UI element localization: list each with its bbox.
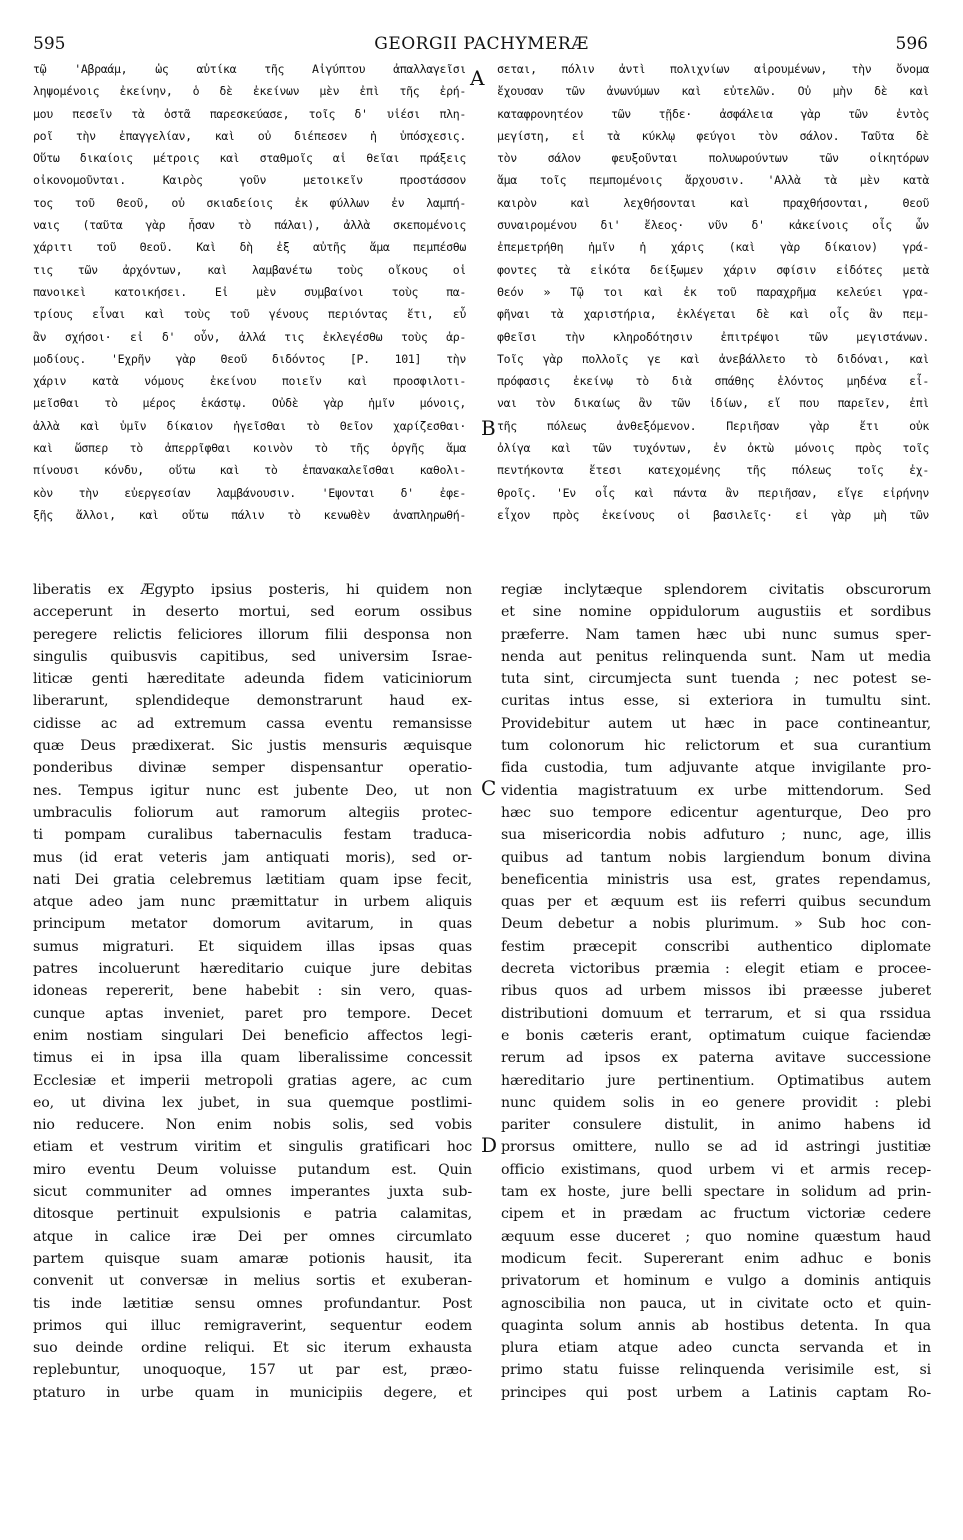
text-line: quaginta solum annis ab hostibus detenta. In qua bbox=[501, 1317, 931, 1334]
text-line: hæc suo tempore edicentur agenturque, Deo pro bbox=[501, 804, 931, 821]
text-line: ἀλλὰ καὶ ὑμῖν δίκαιον ἡγεῖσθαι τὸ Θεῖον χαρίζεσθαι· bbox=[33, 418, 466, 433]
text-line: idoneas repererit, bene habebit : sin vero, quas- bbox=[33, 983, 472, 1000]
text-line: ξῆς ἄλλοι, καὶ οὕτω πάλιν τὸ κενωθὲν ἀναπληρωθή- bbox=[33, 507, 466, 522]
text-line: Θεόν » Τῷ τοι καὶ ἐκ τοῦ παραχρῆμα κελεύει γρα- bbox=[497, 284, 929, 299]
text-line: τος τοῦ Θεοῦ, οὐ σκιαδείοις ἐκ φύλλων ἐν λαμπή- bbox=[33, 195, 466, 210]
text-line: Providebitur autem ut hæc in pace contineantur, bbox=[501, 715, 931, 732]
text-line: præferre. Nam tamen hæc ubi nunc sumus sper- bbox=[501, 626, 931, 643]
text-line: nati Dei gratia celebremus lætitiam quam ipse fecit, bbox=[33, 871, 472, 888]
text-line: festim præcepit conscribi authentico diplomate bbox=[501, 938, 931, 955]
text-line: privatorum et hominum e vulgo a dominis antiquis bbox=[501, 1273, 931, 1290]
text-line: decreta victoribus præmia : elegit etiam e procee- bbox=[501, 961, 931, 978]
right-page-number: 596 bbox=[895, 34, 928, 54]
text-line: ribus quos ad urbem missos ibi præesse juberet bbox=[501, 983, 931, 1000]
text-line: primos qui illuc remigraverint, sequentur eodem bbox=[33, 1317, 472, 1334]
text-line: ἐπεμετρήθη ἡμῖν ἡ χάρις (καὶ γὰρ δίκαιον) γρά- bbox=[497, 240, 929, 255]
text-line: μεγίστη, εἰ τὰ κύκλῳ φεύγοι τὸν σάλον. Ταῦτα δὲ bbox=[497, 128, 929, 143]
text-line: quibus ad tantum nobis largiendum bonum divina bbox=[501, 849, 931, 866]
text-line: ὀλίγα καὶ τῶν τυχόντων, ἐν ὀκτὼ μόνοις πρὸς τοῖς bbox=[497, 441, 929, 456]
text-line: Deum debetur a nobis plurimum. » Sub hoc con- bbox=[501, 916, 931, 933]
text-line: atque adeo jam nunc præmittatur in urbem aliquis bbox=[33, 894, 472, 911]
text-line: καταφρονητέον τῶν τῇδε· ἀσφάλεια γὰρ τῶν ἐντὸς bbox=[497, 106, 929, 121]
text-line: χάριν κατὰ νόμους ἐκείνου ποιεῖν καὶ προσφιλοτι- bbox=[33, 374, 466, 389]
text-line: quæ Deus prædixerat. Sic justis mensuris æquisque bbox=[33, 738, 472, 755]
text-line: acceperunt in deserto mortui, sed eorum ossibus bbox=[33, 604, 472, 621]
text-line: σεται, πόλιν ἀντὶ πολιχνίων αἱρουμένων, τὴν ὄνομα bbox=[497, 62, 929, 76]
text-line: e bonis cæteris erant, optimatum cuique faciendæ bbox=[501, 1027, 931, 1044]
text-line: φῆναι τὰ χαριστήρια, ἐκλέγεται δὲ καὶ οἷς ἂν πεμ- bbox=[497, 307, 929, 322]
text-line: μοδίους. 'Εχρῆν γὰρ Θεοῦ διδόντος [P. 101] τὴν bbox=[33, 351, 466, 366]
text-line: μου πεσεῖν τὰ ὀστᾶ παρεσκεύασε, τοῖς δ' υἱέσι πλη- bbox=[33, 106, 466, 121]
text-line: τὸν σάλον φευξοῦνται πολυωρούντων τῶν οἰκητόρων bbox=[497, 151, 929, 166]
text-line: nenda aut penitus relinquenda sunt. Nam ut media bbox=[501, 648, 931, 665]
latin-text-left-column bbox=[33, 579, 472, 1404]
text-line: cipem et in prædam ac fructum victoriæ cedere bbox=[501, 1206, 931, 1223]
text-line: enim nostiam singulari Dei beneficio affectos legi- bbox=[33, 1027, 472, 1044]
text-line: τρίους εἶναι καὶ τοὺς τοῦ γένους περιόντας ἔτι, εὖ bbox=[33, 307, 466, 322]
text-line: ναις (ταῦτα γὰρ ἦσαν τὸ πάλαι), ἀλλὰ σκεπομένοις bbox=[33, 218, 466, 233]
text-line: πίνουσι κόνδυ, οὕτω καὶ τὸ ἐπανακαλεῖσθαι καθολι- bbox=[33, 463, 466, 478]
text-line: φθεῖσι τὴν κληροδότησιν ἐπιτρέψοι τῶν μεγιστάνων. bbox=[497, 329, 929, 344]
text-line: τις τῶν ἀρχόντων, καὶ λαμβανέτω τοὺς οἴκους οἱ bbox=[33, 262, 466, 277]
text-line: tam ex hoste, jure belli spectare in solidum ad prin- bbox=[501, 1184, 931, 1201]
text-line: rerum ad ipsos ex paterna avitave successione bbox=[501, 1050, 931, 1067]
text-line: cunque aptas inveniet, paret pro tempore. Decet bbox=[33, 1005, 472, 1022]
text-line: Τοῖς γὰρ πολλοῖς γε καὶ ἀνεβάλλετο τὸ διδόναι, καὶ bbox=[497, 351, 929, 366]
text-line: pariter consulere distulit, in animo habens id bbox=[501, 1117, 931, 1134]
text-line: atque in calice iræ Dei per omnes circumlato bbox=[33, 1228, 472, 1245]
text-line: οἰκονομοῦνται. Καιρὸς γοῦν μετοικεῖν προστάσσον bbox=[33, 173, 466, 188]
text-line: mus (id erat veteris jam antiquati moris), sed or- bbox=[33, 849, 472, 866]
text-line: peregere relictis feliciores illorum filii desponsa non bbox=[33, 626, 472, 643]
text-line: Ecclesiæ et imperii metropoli gratias agere, ac cum bbox=[33, 1072, 472, 1089]
text-line: quas per et æquum est iis referri quibus secundum bbox=[501, 894, 931, 911]
margin-marker-b: B bbox=[481, 416, 496, 440]
text-line: agnoscibilia non pauca, ut in civitate octo et quin- bbox=[501, 1295, 931, 1312]
text-line: καὶ ὥσπερ τὸ ἀπερρῖφθαι κοινὸν τὸ τῆς ὀργῆς ἅμα bbox=[33, 441, 466, 456]
margin-marker-d: D bbox=[481, 1133, 498, 1157]
text-line: tum colonorum hic relictorum et sua curantium bbox=[501, 738, 931, 755]
text-line: primo statu fuisse relinquenda verisimile est, si bbox=[501, 1362, 931, 1379]
text-line: ναι τὸν δικαίως ἂν τῶν ἰδίων, εἴ που παρεῖεν, ἐπὶ bbox=[497, 396, 929, 411]
text-line: liticæ genti hæreditate adeunda fidem vaticiniorum bbox=[33, 671, 472, 688]
text-line: modicum fecit. Supererant enim adhuc e bonis bbox=[501, 1250, 931, 1267]
text-line: πανοικεὶ κατοικήσει. Εἰ μὲν συμβαίνοι τοὺς πα- bbox=[33, 284, 466, 299]
text-line: εἶχον πρὸς ἐκείνους οἱ βασιλεῖς· εἰ γὰρ μὴ τῶν bbox=[497, 507, 929, 522]
text-line: ti pompam curalibus tabernaculis festam traduca- bbox=[33, 827, 472, 844]
text-line: τῷ 'Αβραάμ, ὡς αὐτίκα τῆς Αἰγύπτου ἀπαλλαγεῖσι bbox=[33, 62, 466, 76]
text-line: ἅμα τοῖς πεμπομένοις ἄρχουσιν. 'Αλλὰ τὰ μὲν κατὰ bbox=[497, 173, 929, 188]
greek-text-right-column bbox=[497, 58, 929, 526]
text-line: κὸν τὴν εὐεργεσίαν λαμβάνουσιν. 'Εψονται δ' ἐφε- bbox=[33, 485, 466, 500]
text-line: liberatis ex Ægypto ipsius posteris, hi quidem non bbox=[33, 582, 472, 598]
text-line: tuta sint, circumjecta sunt tuenda ; nec potest se- bbox=[501, 671, 931, 688]
text-line: umbraculis foliorum aut ramorum altegiis protec- bbox=[33, 804, 472, 821]
text-line: liberarunt, splendideque demonstrarunt haud ex- bbox=[33, 693, 472, 710]
text-line: χάριτι τοῦ Θεοῦ. Καὶ δὴ ἐξ αὐτῆς ἅμα πεμπέσθω bbox=[33, 240, 466, 255]
text-line: πεντήκοντα ἔτεσι κατεχομένης τῆς πόλεως τοῖς ἐχ- bbox=[497, 463, 929, 478]
text-line: principum metator domorum avitarum, in quas bbox=[33, 916, 472, 933]
text-line: φοντες τὰ εἰκότα δείξωμεν χάριν σφίσιν εἰδότες μετὰ bbox=[497, 262, 929, 277]
text-line: miro eventu Deum voluisse putandum est. Quin bbox=[33, 1161, 472, 1178]
text-line: sicut communiter ad omnes imperantes juxta sub- bbox=[33, 1184, 472, 1201]
text-line: sumus migraturi. Et siquidem illas ipsas quas bbox=[33, 938, 472, 955]
page-header bbox=[0, 0, 963, 60]
text-line: et sine nomine oppidulorum augustiis et sordibus bbox=[501, 604, 931, 621]
text-line: partem quisque suam amaræ potionis hausit, ita bbox=[33, 1250, 472, 1267]
text-line: nunc quidem solis in eo genere providit : plebi bbox=[501, 1094, 931, 1111]
text-line: officio existimans, quod urbem vi et armis recep- bbox=[501, 1161, 931, 1178]
text-line: ditosque pertinuit expulsionis e patria calamitas, bbox=[33, 1206, 472, 1223]
text-line: sua misericordia nobis adfuturo ; nunc, age, illis bbox=[501, 827, 931, 844]
margin-marker-a: A bbox=[470, 66, 485, 90]
text-line: tis inde lætitiæ sensu omnes profundantur. Post bbox=[33, 1295, 472, 1312]
text-line: θροῖς. 'Εν οἷς καὶ πάντα ἂν περιῆσαν, εἴγε εἰρήνην bbox=[497, 485, 929, 500]
text-line: cidisse ac ad extremum cassa eventu remansisse bbox=[33, 715, 472, 732]
text-line: μεῖσθαι τὸ μέρος ἑκάστῳ. Οὐδὲ γὰρ ἡμῖν μόνοις, bbox=[33, 396, 466, 411]
left-page-number: 595 bbox=[33, 34, 66, 54]
text-line: ponderibus divinæ semper dispensantur operatio- bbox=[33, 760, 472, 777]
text-line: principes qui post urbem a Latinis captam Ro- bbox=[501, 1384, 931, 1401]
text-line: prorsus omittere, nullo se ad id astringi justitiæ bbox=[501, 1139, 931, 1156]
text-line: replebuntur, unoquoque, 157 ut par est, præo- bbox=[33, 1362, 472, 1379]
text-line: convenit ut conversæ in melius sortis et exuberan- bbox=[33, 1273, 472, 1290]
greek-text-left-column bbox=[33, 58, 466, 526]
text-line: πρόφασις ἐκείνῳ τὸ διὰ σπάθης ἑλόντος μηδένα εἶ- bbox=[497, 374, 929, 389]
text-line: ptaturo in urbe quam in municipiis degere, et bbox=[33, 1384, 472, 1401]
latin-text-right-column bbox=[501, 579, 931, 1404]
text-line: ροῖ τὴν ἐπαγγελίαν, καὶ οὐ διέπεσεν ἡ ὑπόσχεσις. bbox=[33, 128, 466, 143]
margin-marker-c: C bbox=[481, 776, 497, 800]
text-line: fida custodia, tum adjuvante atque invigilante pro- bbox=[501, 760, 931, 777]
text-line: ληψομένοις ἐκείνην, ὁ δὲ ἐκείνων μὲν ἐπὶ τῆς ἐρή- bbox=[33, 84, 466, 99]
text-line: singulis quibusvis capitibus, sed universim Israe- bbox=[33, 648, 472, 665]
text-line: distributioni domuum et terrarum, et si qua rssidua bbox=[501, 1005, 931, 1022]
text-line: regiæ inclytæque splendorem civitatis obscurorum bbox=[501, 582, 931, 598]
text-line: ἂν σχήσοι· εἰ δ' οὖν, ἀλλά τις ἐκλεγέσθω τοὺς ἁρ- bbox=[33, 329, 466, 344]
text-line: Οὕτω δικαίοις μέτροις καὶ σταθμοῖς αἱ θεῖαι πράξεις bbox=[33, 151, 466, 166]
text-line: eo, ut divina lex jubet, in sua quemque postlimi- bbox=[33, 1094, 472, 1111]
text-line: καιρὸν καὶ λεχθήσονται καὶ πραχθήσονται, Θεοῦ bbox=[497, 195, 929, 210]
text-line: timus ei in ipsa illa quam liberalissime concessit bbox=[33, 1050, 472, 1067]
text-line: patres incoluerunt hæreditario cuique jure debitas bbox=[33, 961, 472, 978]
text-line: hæreditario jure pertinentium. Optimatibus autem bbox=[501, 1072, 931, 1089]
text-line: ἔχουσαν τῶν ἀνωνύμων καὶ εὐτελῶν. Οὐ μὴν δὲ καὶ bbox=[497, 84, 929, 99]
text-line: etiam et vestrum viritim et singulis gratificari hoc bbox=[33, 1139, 472, 1156]
text-line: videntia magistratuum ex urbe mittendorum. Sed bbox=[501, 782, 931, 799]
text-line: beneficentia ministris usa est, grates rependamus, bbox=[501, 871, 931, 888]
text-line: suo deinde ordine reliqui. Et sic iterum exhausta bbox=[33, 1340, 472, 1357]
text-line: nio reducere. Non enim nobis solis, sed vobis bbox=[33, 1117, 472, 1134]
text-line: nes. Tempus igitur nunc est jubente Deo, ut non bbox=[33, 782, 472, 799]
text-line: æquum esse duceret ; quo nomine quæstum haud bbox=[501, 1228, 931, 1245]
text-line: συναιρομένου δι' ἔλεος· νῦν δ' κἀκείνοις οἷς ὧν bbox=[497, 218, 929, 233]
text-line: curitas intus esse, si exteriora in tumultu sint. bbox=[501, 693, 931, 710]
running-title: GEORGII PACHYMERÆ bbox=[374, 34, 589, 54]
text-line: plura etiam atque adeo cuncta servanda et in bbox=[501, 1340, 931, 1357]
text-line: τῆς πόλεως ἀνθεξόμενον. Περιῆσαν γὰρ ἔτι οὐκ bbox=[497, 418, 929, 433]
